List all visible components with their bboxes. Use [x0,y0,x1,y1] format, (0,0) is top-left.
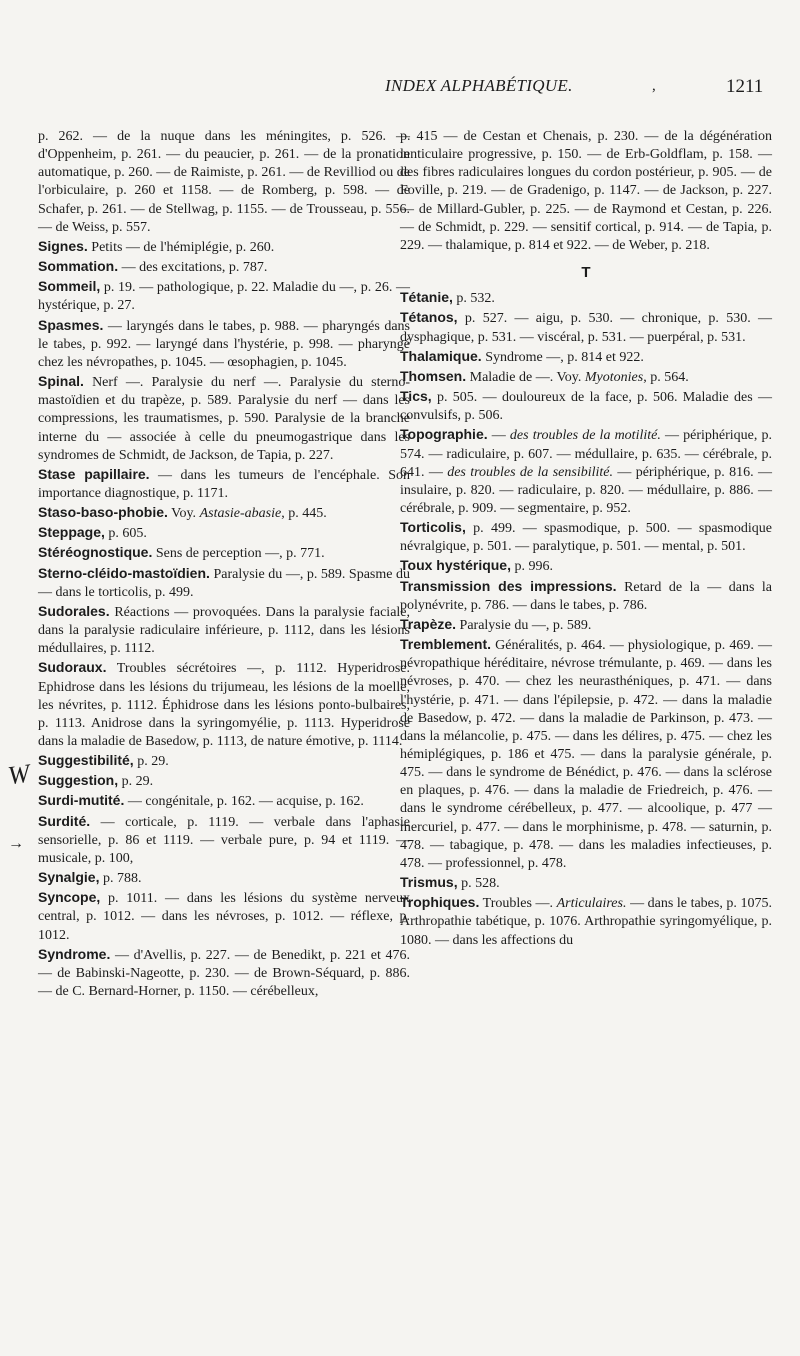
index-entry [400,387,772,425]
entry-headword: Syncope, [38,889,101,906]
entry-italic: Myotonies [584,369,644,385]
index-entry [38,658,410,751]
index-entry [400,893,772,949]
index-entry [38,316,410,372]
index-entry [38,277,410,315]
index-entry [38,945,410,1001]
entry-text: p. 605. [108,526,147,542]
entry-text: Retard de la — dans la polynévrite, p. 786. — dans le tabes, p. 786. [400,579,773,613]
index-entry [400,347,772,367]
margin-arrow-icon: → [8,835,24,852]
entry-headword: Trophiques. [400,894,480,911]
index-entry [38,257,410,277]
entry-text: Paralysie du —, p. 589. [459,617,592,633]
entry-text: — [491,428,510,444]
index-entry [38,564,410,602]
entry-headword: Stéréognostique. [38,544,153,561]
entry-text: — d'Avellis, p. 227. — de Benedikt, p. 221 et 476. — de Babinski-Nageotte, p. 230. — de Brown-Séquard, p. 886. — de C. Bernard-Horner, p. 1150. — cérébelleux, [38,947,410,1000]
entry-text: p. 415 — de Cestan et Chenais, p. 230. — de la dégénération lenticulaire progressive, p. 150. — de Erb-Goldflam, p. 158. — des fibres radiculaires longues du cordon postérieur, p. 905. — de Foville, p. 219. — de Gradenigo, p. 1147. — de Jackson, p. 227. — de Millard-Gubler, p. 225. — de Raymond et Cestan, p. 226. — de Schmidt, p. 229. — sensitif cortical, p. 914. — de Tapia, p. 229. — thalamique, p. 814 et 922. — de Weber, p. 218. [400,129,772,253]
index-entry [38,888,410,944]
entry-text: Généralités, p. 464. — physiologique, p. 469. — névropathique héréditaire, névrose trémulante, p. 469. — dans les névroses, p. 470. — chez les neurasthéniques, p. 471. — dans l'hystérie, p. 471. — dans l'épilepsie, p. 472. — dans la maladie de Basedow, p. 472. — dans la maladie de Parkinson, p. 473. — dans la mélancolie, p. 475. — dans les délires, p. 475. — chez les hémiplégiques, p. 186 et 475. — dans la paralysie générale, p. 475. — dans le syndrome de Bénédict, p. 476. — dans la sclérose en plaques, p. 476. — dans la maladie de Friedreich, p. 476. — dans le syndrome cérébelleux, p. 477. — alcoolique, p. 477 — mercuriel, p. 477. — dans le morphinisme, p. 478. — saturnin, p. 478. — tabagique, p. 478. — dans les maladies infectieuses, p. 478. — professionnel, p. 478. [400,638,773,871]
entry-text: Nerf —. Paralysie du nerf —. Paralysie du sterno-mastoïdien et du trapèze, p. 589. Paralysie du nerf — dans les compressions, les traumatismes, p. 590. Paralysie de la branche interne du — associée à celle du pneumogastrique dans les syndromes de Schmidt, de Jackson, de Tapia, p. 227. [38,375,410,463]
index-entry [400,577,772,615]
entry-text: p. 788. [102,871,142,887]
index-entry [38,868,410,888]
entry-headword: Tétanie, [400,289,453,306]
entry-text: p. 499. — spasmodique, p. 500. — spasmodique névralgique, p. 501. — paralytique, p. 501. — mental, p. 501. [400,521,772,555]
entry-text: p. 19. — pathologique, p. 22. Maladie du —, p. 26. — hystérique, p. 27. [38,280,411,314]
entry-headword: Toux hystérique, [400,557,511,574]
entry-text: Troubles sécrétoires —, p. 1112. Hyperidrose. Ephidrose dans les lésions du trijumeau, les lésions de la moelle, les névrites, p. 1112. Éphidrose dans les lésions ponto-bulbaires, p. 1113. Anidrose dans la syringomyélie, p. 1113. Hyperidrose dans la maladie de Basedow, p. 1113, de nature émotive, p. 1114. [38,661,410,749]
entry-text: — corticale, p. 1119. — verbale dans l'aphasie sensorielle, p. 86 et 1119. — verbale pure, p. 94 et 1119. — musicale, p. 100, [38,814,410,866]
index-entry [38,602,410,658]
entry-text: p. 527. — aigu, p. 530. — chronique, p. 530. — dysphagique, p. 531. — viscéral, p. 531. — puerpéral, p. 531. [400,311,772,345]
entry-headword: Sudorales. [38,602,110,619]
index-entry [400,615,772,635]
page-number: 1211 [726,76,764,97]
entry-headword: Surdité. [38,812,91,829]
entry-headword: Sommeil, [38,278,101,295]
entry-headword: Stase papillaire. [38,465,150,482]
index-entry [38,503,410,523]
entry-headword: Transmission des impressions. [400,577,617,594]
index-entry [38,465,410,503]
entry-text: — des excitations, p. 787. [121,260,268,276]
entry-text: — laryngés dans le tabes, p. 988. — pharyngés dans le tabes, p. 992. — laryngé dans l'hystérie, p. 998. — pharyngé chez les névropathes, p. 1045. — œsophagien, p. 1045. [38,318,410,370]
entry-text: p. 29. [121,774,154,790]
index-entry [400,308,772,346]
entry-headword: Trismus, [400,874,458,891]
entry-text: — congénitale, p. 162. — acquise, p. 162. [127,794,364,810]
entry-headword: Sudoraux. [38,659,107,676]
index-entry [38,128,410,237]
margin-handwritten-note: W [6,758,32,791]
index-entry [38,372,410,465]
entry-headword: Staso-baso-phobie. [38,504,168,521]
entry-headword: Suggestion, [38,772,119,789]
index-entry [38,523,410,543]
entry-text: p. 532. [456,291,495,307]
index-entry [400,128,772,255]
entry-text: — périphérique, p. 816. — insulaire, p. 820. — radiculaire, p. 820. — médullaire, p. 886. — cérébrale, p. 909. — segmentaire, p. 952. [400,464,773,516]
entry-italic: des troubles de la sensibilité. [447,464,614,480]
entry-text: — dans le tabes, p. 1075. Arthropathie tabétique, p. 1076. Arthropathie syringomyélique, p. 1080. — dans les affections du [400,896,772,948]
entry-text: p. 1011. — dans les lésions du système nerveux central, p. 1012. — dans les névroses, p. 1012. — réflexe, p. 1012. [38,891,411,943]
entry-headword: Spinal. [38,373,84,390]
index-entry [400,425,772,518]
entry-italic: des troubles de la motilité. [509,428,661,444]
index-entry [38,543,410,563]
entry-headword: Synalgie, [38,869,100,886]
entry-text: p. 262. — de la nuque dans les méningites, p. 526. — d'Oppenheim, p. 261. — du peaucier, p. 261. — de la pronation automatique, p. 260. — de Raimiste, p. 261. — de Revilliod ou de l'orbiculaire, p. 260 et 1158. — de Romberg, p. 598. — de Schafer, p. 261. — de Stellwag, p. 1155. — de Trousseau, p. 556. — de Weiss, p. 557. [38,129,410,235]
entry-headword: Tics, [400,388,432,405]
entry-text: Maladie de —. Voy. [469,369,585,385]
entry-headword: Thomsen. [400,367,467,384]
entry-italic: Articulaires. [556,896,627,912]
entry-headword: Trapèze. [400,615,457,632]
entry-text: Réactions — provoquées. Dans la paralysie faciale, dans la paralysie radiculaire inférieure, p. 1112, dans les lésions médullaires, p. 1112. [38,604,411,657]
entry-headword: Sterno-cléido-mastoïdien. [38,564,210,581]
entry-text: Voy. [171,506,200,522]
index-entry [38,812,410,868]
entry-headword: Sommation. [38,258,119,275]
entry-text: p. 505. — douloureux de la face, p. 506. Maladie des — convulsifs, p. 506. [400,390,772,424]
entry-headword: Torticolis, [400,519,466,536]
index-column-left [38,128,410,1001]
entry-text: Syndrome —, p. 814 et 922. [485,349,644,365]
index-entry [400,288,772,308]
entry-italic: Astasie-abasie [199,506,282,522]
index-entry [400,367,772,387]
entry-headword: Surdi-mutité. [38,792,125,809]
entry-headword: Syndrome. [38,945,111,962]
index-entry [400,873,772,893]
entry-headword: Steppage, [38,524,105,541]
index-entry [38,751,410,771]
entry-text: — périphérique, p. 574. — radiculaire, p. 607. — médullaire, p. 635. — cérébrale, p. 641. — [400,428,773,480]
index-entry [38,771,410,791]
entry-headword: Spasmes. [38,316,104,333]
entry-headword: Signes. [38,237,88,254]
entry-headword: Tétanos, [400,309,458,326]
entry-text: Troubles —. [482,896,557,912]
index-entry [400,518,772,556]
entry-text: — dans les tumeurs de l'encéphale. Son importance diagnostique, p. 1171. [38,467,411,501]
index-entry [38,237,410,257]
entry-text: Paralysie du —, p. 589. Spasme du — dans le torticolis, p. 499. [38,566,410,600]
running-title: INDEX ALPHABÉTIQUE. [385,76,573,95]
entry-text: p. 996. [514,559,553,575]
index-entry [38,791,410,811]
index-column-right [400,128,772,950]
entry-text: , p. 445. [281,506,327,522]
entry-text: Sens de perception —, p. 771. [155,546,325,562]
index-entry [400,556,772,576]
section-letter: T [581,264,591,282]
page-header [0,76,800,106]
entry-headword: Topographie. [400,426,488,443]
entry-text: Petits — de l'hémiplégie, p. 260. [91,239,275,255]
index-entry [400,635,772,873]
entry-headword: Thalamique. [400,347,482,364]
entry-headword: Tremblement. [400,636,492,653]
entry-text: p. 528. [461,876,500,892]
header-comma: , [652,78,656,94]
entry-text: p. 29. [137,754,169,770]
entry-headword: Suggestibilité, [38,752,134,769]
entry-text: , p. 564. [643,369,689,385]
